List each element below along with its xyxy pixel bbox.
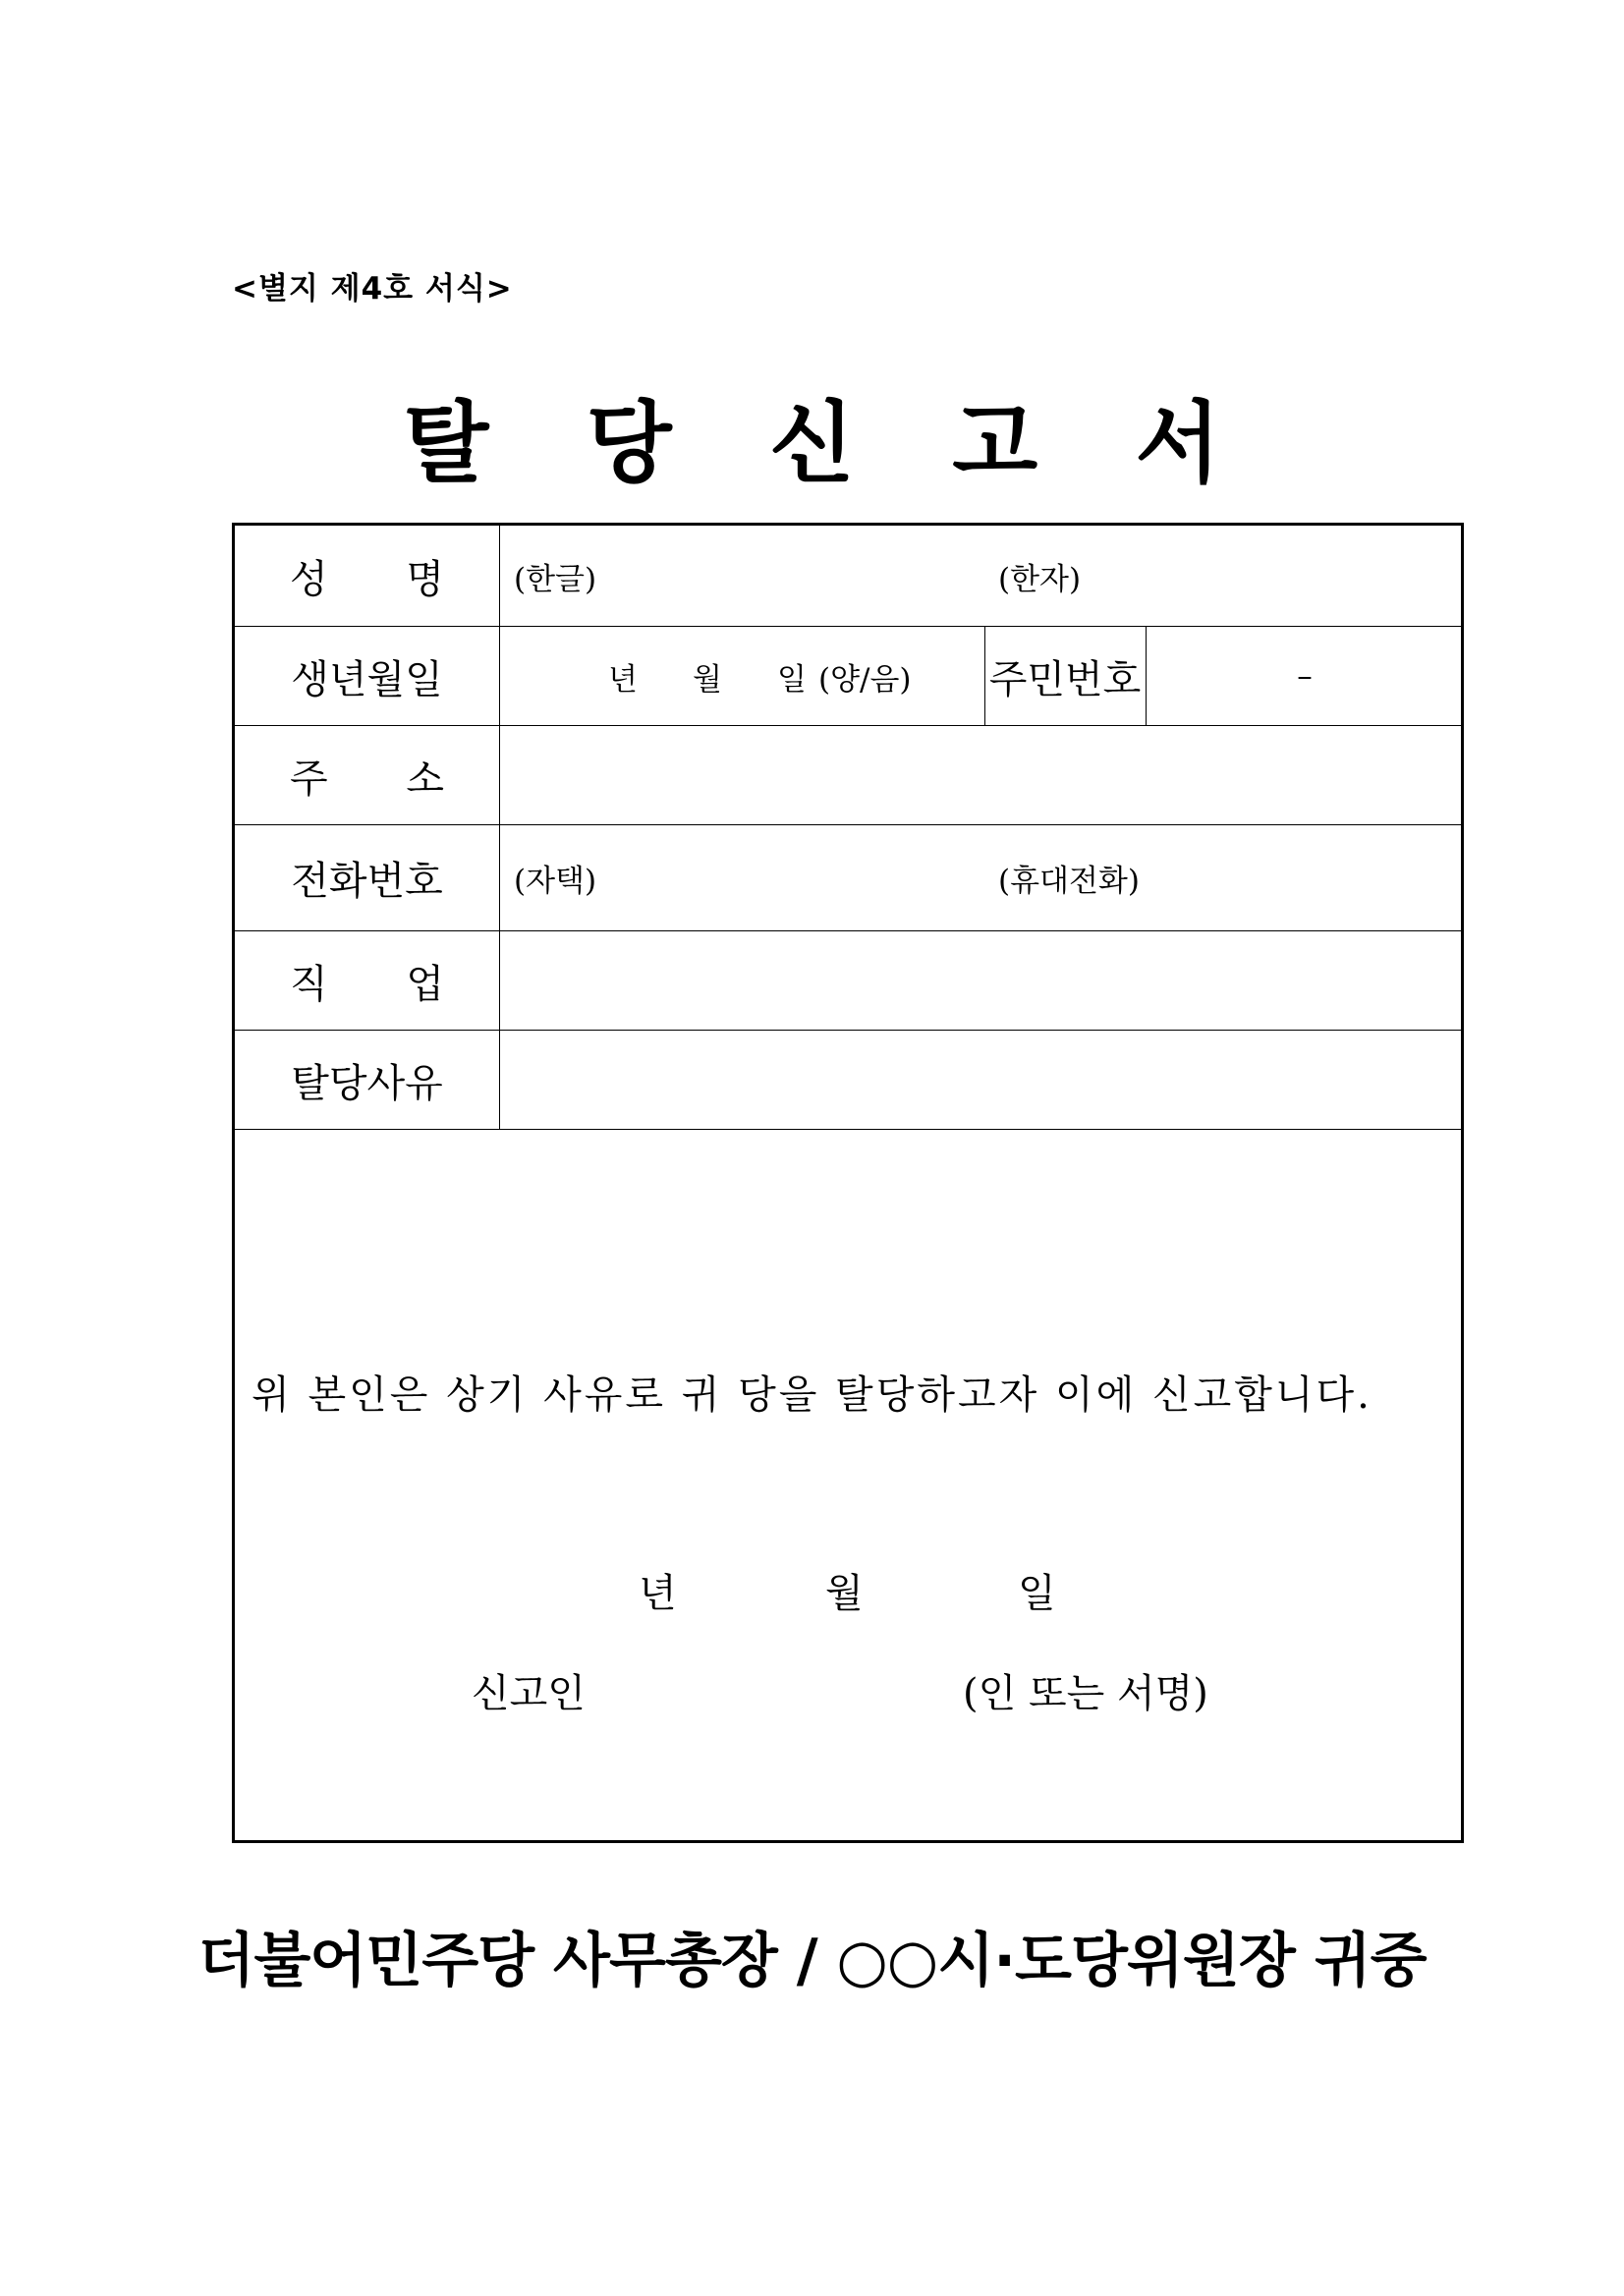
sign-day-unit: 일: [1018, 1571, 1056, 1616]
addressee: 더불어민주당 사무총장 / ○○시·도당위원장 귀중: [197, 1927, 1427, 1995]
birth-day-unit: 일: [777, 661, 807, 698]
job-field[interactable]: [500, 931, 1461, 1030]
label-job-b: 업: [406, 961, 444, 1007]
label-phone: 전화번호: [235, 825, 500, 930]
calendar-type[interactable]: [818, 627, 912, 725]
label-name: [235, 526, 500, 626]
row-phone: [235, 825, 1461, 931]
name-hanja-hint: (한자): [998, 561, 1082, 597]
form-number: <별지 제4호 서식>: [232, 271, 513, 307]
label-id-number-text: 주민번호: [988, 656, 1142, 702]
birth-month-field[interactable]: [693, 627, 722, 725]
label-reason: 탈당사유: [235, 1031, 500, 1129]
seal-or-signature[interactable]: (인 또는 서명): [963, 1671, 1208, 1716]
label-birth: 생년월일: [235, 627, 500, 725]
calendar-type-hint: (양/음): [818, 661, 912, 698]
reason-field[interactable]: [500, 1031, 1461, 1129]
row-name: [235, 526, 1461, 627]
birth-year-unit: 년: [608, 661, 638, 698]
declaration-statement: 위 본인은 상기 사유로 귀 당을 탈당하고자 이에 신고합니다.: [252, 1372, 1372, 1418]
label-id-number: [984, 627, 1146, 725]
label-name-a: 성: [290, 556, 328, 602]
id-number-field[interactable]: [1146, 627, 1464, 725]
name-hanja-field[interactable]: [998, 526, 1081, 626]
phone-home-hint: (자택): [514, 864, 597, 899]
reporter-label: 신고인: [472, 1671, 586, 1716]
phone-mobile-field[interactable]: [998, 825, 1140, 930]
form-box: [232, 523, 1464, 1843]
id-number-separator: –: [1297, 658, 1313, 694]
address-field[interactable]: [500, 726, 1461, 824]
label-job-a: 직: [290, 961, 328, 1007]
row-reason: [235, 1031, 1461, 1130]
row-birth: [235, 627, 1461, 726]
name-hangul-field[interactable]: [514, 526, 596, 626]
sign-month-unit: 월: [825, 1571, 864, 1616]
phone-mobile-hint: (휴대전화): [998, 864, 1140, 899]
label-job: [235, 931, 500, 1030]
birth-month-unit: 월: [693, 661, 722, 698]
phone-home-field[interactable]: [514, 825, 596, 930]
label-address-a: 주: [290, 756, 328, 802]
birth-day-field[interactable]: [777, 627, 807, 725]
birth-year-field[interactable]: [608, 627, 638, 725]
label-name-b: 명: [406, 556, 444, 602]
row-address: [235, 726, 1461, 825]
row-job: [235, 931, 1461, 1031]
sign-year-unit: 년: [639, 1571, 677, 1616]
name-hangul-hint: (한글): [514, 561, 597, 597]
label-address-b: 소: [406, 756, 444, 802]
document-title: 탈 당 신 고 서: [403, 392, 1255, 495]
label-address: [235, 726, 500, 824]
